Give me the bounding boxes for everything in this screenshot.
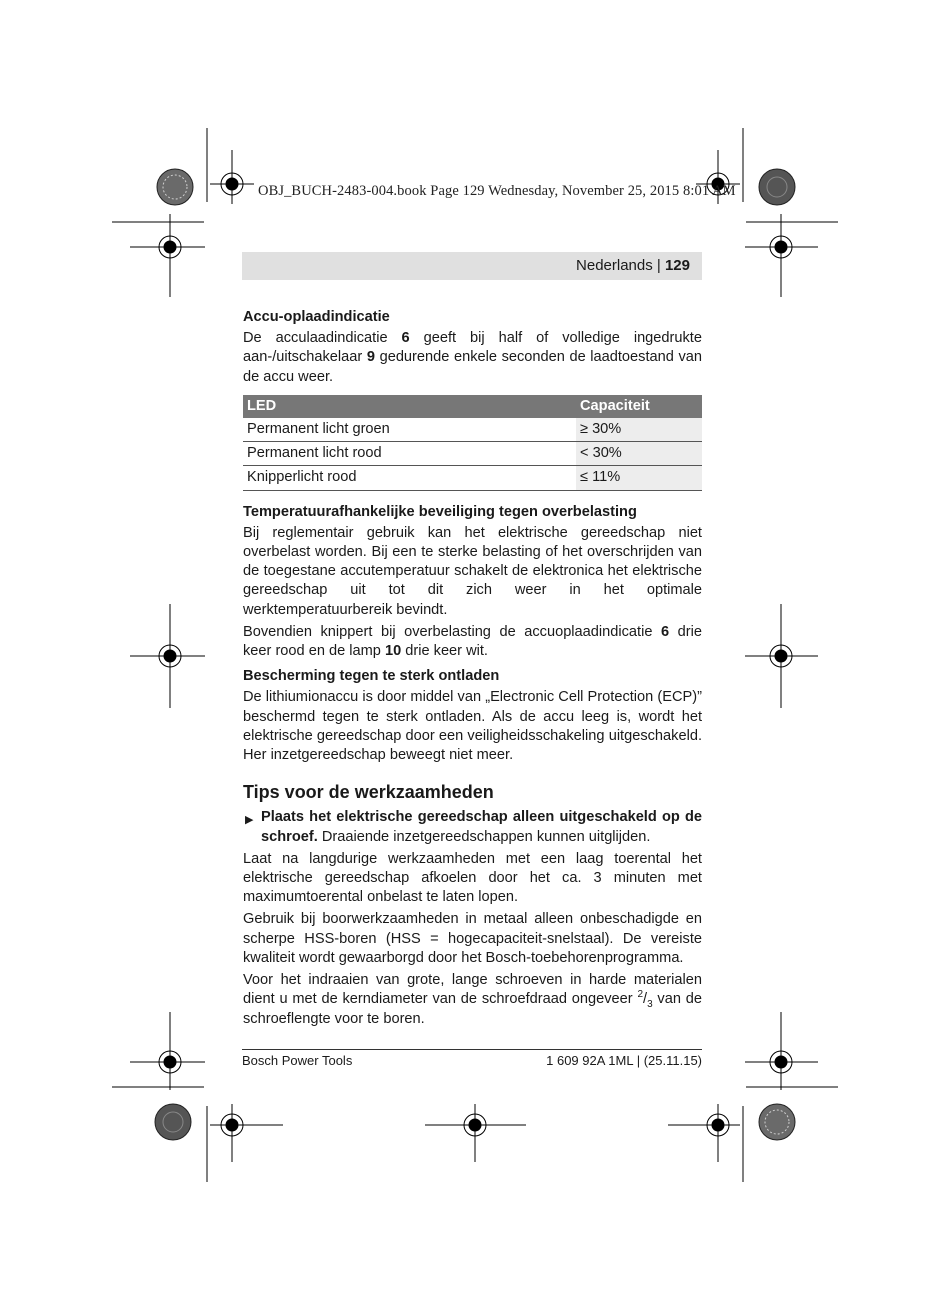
tips-paragraph-3: Voor het indraaien van grote, lange schroeven in harde materialen dient u met de kerndiameter van de schroefdraad ongeveer $^2/_3$ van de schroeflengte voor te boren. bbox=[243, 972, 702, 1027]
footer-rule bbox=[242, 1049, 702, 1050]
language-label: Nederlands bbox=[576, 257, 653, 274]
page-header-band bbox=[242, 252, 702, 280]
table-row bbox=[243, 442, 702, 466]
temperature-paragraph-2: Bovendien knippert bij overbelasting de accuoplaadindicatie 6 drie keer rood en de lamp 10 drie keer wit. bbox=[243, 623, 703, 660]
table-cell: Knipperlicht rood bbox=[243, 466, 576, 490]
bullet-triangle-icon: ▶ bbox=[245, 814, 254, 827]
table-cell: < 30% bbox=[576, 442, 702, 466]
table-row bbox=[243, 466, 702, 490]
temperature-paragraph-1: Bij reglementair gebruik kan het elektrische gereedschap niet overbelast worden. Bij een te sterke belasting of het overschrijden van de toegestane accutemperatuur schakelt de elektronica het elektrische gereedschap uit tot dit zich weer in het optimale werktemperatuurbereik bevindt. bbox=[243, 524, 702, 618]
tips-bullet-bold: Plaats het elektrische gereedschap alleen uitgeschakeld op de schroef. bbox=[261, 809, 702, 845]
footer-brand: Bosch Power Tools bbox=[242, 1053, 353, 1068]
section-title-deep-discharge: Bescherming tegen te sterk ontladen bbox=[243, 668, 500, 685]
tips-bullet-item bbox=[243, 808, 702, 846]
tips-paragraph-2: Gebruik bij boorwerkzaamheden in metaal alleen onbeschadigde en scherpe HSS-boren (HSS = hogecapaciteit-snelstaal). De vereiste kwaliteit wordt gewaarborgd door het Bosch-toebehorenprogramma. bbox=[243, 911, 702, 966]
print-file-header: OBJ_BUCH-2483-004.book Page 129 Wednesday, November 25, 2015 8:01 AM bbox=[258, 183, 736, 199]
tips-paragraph-1: Laat na langdurige werkzaamheden met een laag toerental het elektrische gereedschap afkoelen door het ca. 3 minuten met maximumtoerental onbelast te laten lopen. bbox=[243, 850, 702, 906]
main-content bbox=[243, 308, 702, 1032]
footer-doc-number: 1 609 92A 1ML | (25.11.15) bbox=[546, 1053, 702, 1068]
deep-discharge-paragraph: De lithiumionaccu is door middel van „Electronic Cell Protection (ECP)” beschermd tegen te sterk ontladen. Als de accu leeg is, wordt het elektrische gereedschap door een veiligheidsschakeling uitgeschakeld. Her inzetgereedschap beweegt niet meer. bbox=[243, 689, 702, 764]
charge-indicator-paragraph: De acculaadindicatie 6 geeft bij half of volledige ingedrukte aan-/uitschakelaar 9 gedurende enkele seconden de laadtoestand van de accu weer. bbox=[243, 330, 702, 385]
section-title-charge-indicator: Accu-oplaadindicatie bbox=[243, 309, 390, 325]
table-cell: ≤ 11% bbox=[576, 466, 702, 490]
table-header-led: LED bbox=[243, 395, 576, 418]
table-header-capacity: Capaciteit bbox=[576, 395, 702, 418]
table-cell: Permanent licht rood bbox=[243, 442, 576, 466]
led-capacity-table bbox=[243, 395, 702, 491]
page-number: 129 bbox=[664, 257, 690, 274]
header-separator: | bbox=[652, 257, 665, 274]
section-title-tips: Tips voor de werkzaamheden bbox=[243, 782, 494, 803]
section-title-temperature: Temperatuurafhankelijke beveiliging tegen overbelasting bbox=[243, 503, 637, 520]
table-cell: ≥ 30% bbox=[576, 418, 702, 442]
table-cell: Permanent licht groen bbox=[243, 418, 576, 442]
page-header-text bbox=[576, 257, 690, 274]
table-header-row bbox=[243, 395, 702, 418]
table-row bbox=[243, 418, 702, 442]
tips-bullet-rest: Draaiende inzetgereedschappen kunnen uitglijden. bbox=[317, 828, 651, 845]
